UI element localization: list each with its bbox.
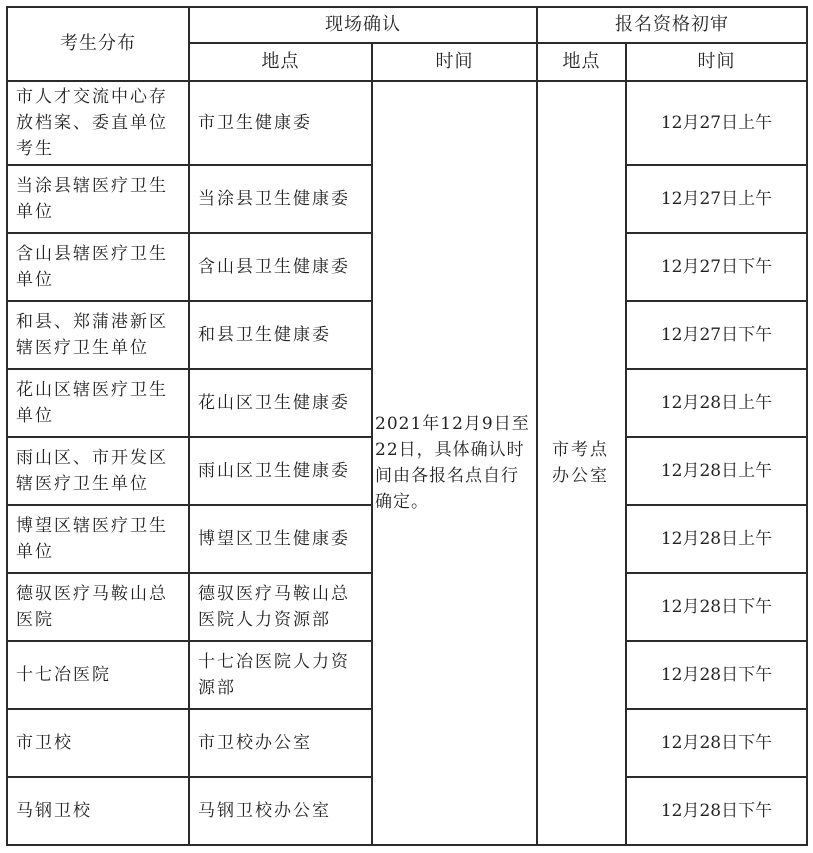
confirm-place-cell: 和县卫生健康委	[189, 301, 372, 369]
review-time-cell: 12月28日上午	[626, 437, 807, 505]
review-time-cell: 12月27日下午	[626, 301, 807, 369]
header-review-place: 地点	[537, 43, 626, 81]
candidate-cell: 德驭医疗马鞍山总医院	[7, 573, 189, 641]
confirm-time-cell: 2021年12月9日至22日，具体确认时间由各报名点自行确定。	[372, 81, 537, 845]
candidate-cell: 和县、郑蒲港新区辖医疗卫生单位	[7, 301, 189, 369]
review-time-cell: 12月28日下午	[626, 573, 807, 641]
confirm-place-cell: 博望区卫生健康委	[189, 505, 372, 573]
review-time-cell: 12月27日下午	[626, 233, 807, 301]
table-row	[7, 81, 807, 165]
review-time-cell: 12月28日上午	[626, 369, 807, 437]
candidate-cell: 雨山区、市开发区辖医疗卫生单位	[7, 437, 189, 505]
candidate-cell: 当涂县辖医疗卫生单位	[7, 165, 189, 233]
confirm-place-cell: 含山县卫生健康委	[189, 233, 372, 301]
header-onsite-confirmation: 现场确认	[189, 7, 537, 43]
candidate-cell: 花山区辖医疗卫生单位	[7, 369, 189, 437]
confirm-place-cell: 市卫校办公室	[189, 709, 372, 777]
candidate-cell: 马钢卫校	[7, 777, 189, 845]
confirm-place-cell: 花山区卫生健康委	[189, 369, 372, 437]
review-time-cell: 12月28日下午	[626, 641, 807, 709]
confirm-place-cell: 市卫生健康委	[189, 81, 372, 165]
header-confirm-time: 时间	[372, 43, 537, 81]
header-confirm-place: 地点	[189, 43, 372, 81]
review-time-cell: 12月28日上午	[626, 505, 807, 573]
confirm-place-cell: 十七冶医院人力资源部	[189, 641, 372, 709]
review-time-cell: 12月27日上午	[626, 165, 807, 233]
candidate-cell: 市卫校	[7, 709, 189, 777]
candidate-cell: 市人才交流中心存放档案、委直单位考生	[7, 81, 189, 165]
header-review-time: 时间	[626, 43, 807, 81]
header-qualification-review: 报名资格初审	[537, 7, 807, 43]
candidate-cell: 十七冶医院	[7, 641, 189, 709]
confirm-place-cell: 马钢卫校办公室	[189, 777, 372, 845]
confirm-place-cell: 当涂县卫生健康委	[189, 165, 372, 233]
candidate-cell: 博望区辖医疗卫生单位	[7, 505, 189, 573]
confirm-place-cell: 雨山区卫生健康委	[189, 437, 372, 505]
candidate-cell: 含山县辖医疗卫生单位	[7, 233, 189, 301]
review-time-cell: 12月27日上午	[626, 81, 807, 165]
schedule-table	[6, 6, 808, 846]
confirm-place-cell: 德驭医疗马鞍山总医院人力资源部	[189, 573, 372, 641]
review-time-cell: 12月28日下午	[626, 777, 807, 845]
header-candidates: 考生分布	[7, 7, 189, 81]
review-place-cell: 市考点办公室	[537, 81, 626, 845]
review-time-cell: 12月28日下午	[626, 709, 807, 777]
